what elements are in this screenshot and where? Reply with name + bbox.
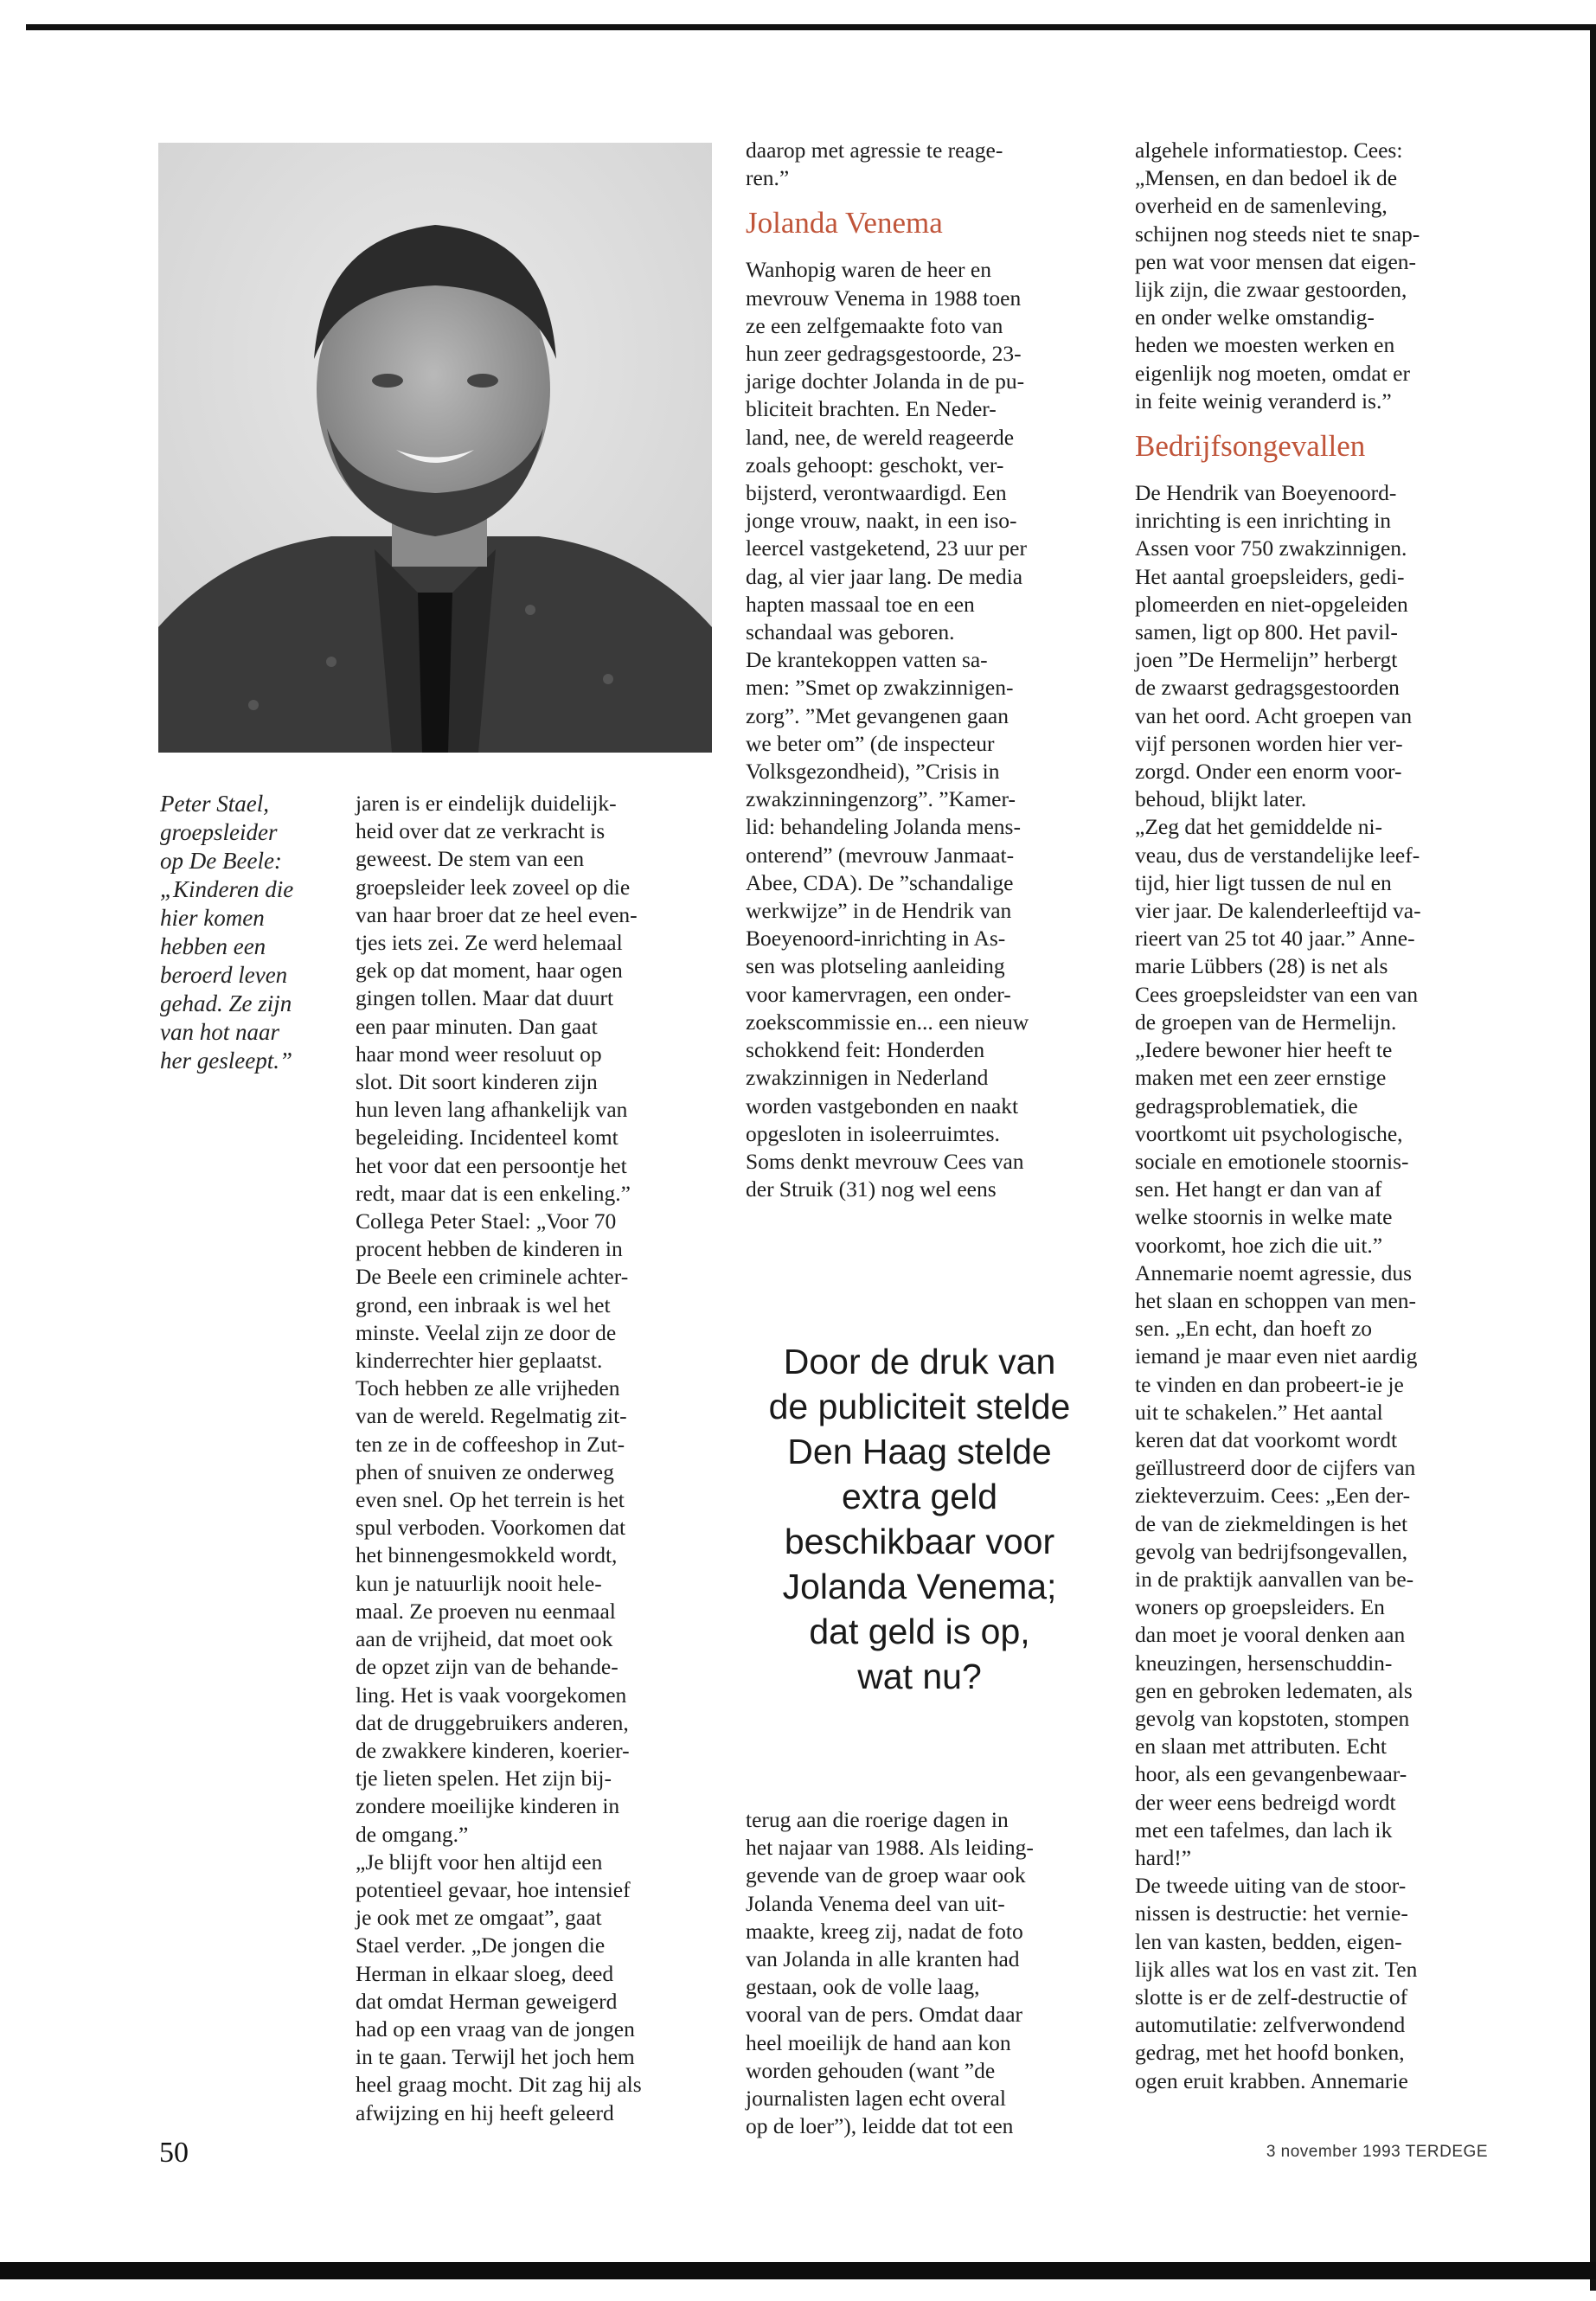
article-column-3 <box>1135 137 1498 2095</box>
column3-paragraph-5: De tweede uiting van de stoor- nissen is destructie: het vernie- len van kasten, bedden, eigen- lijk alles wat los en vast zit. Ten slotte is er de zelf-destructie of automutilatie: zelfverwondend gedrag, met het hoofd bonken, ogen eruit krabben. Annemarie <box>1135 1873 1418 2093</box>
portrait-photo <box>158 143 712 753</box>
photo-caption-text: Peter Stael, groepsleider op De Beele: „Kinderen die hier komen hebben een beroerd leven gehad. Ze zijn van hot naar her gesleept.” <box>160 791 294 1074</box>
column3-paragraph-3: „Iedere bewoner hier heeft te maken met een zeer ernstige gedragsproblematiek, die voortkomt uit psychologische, sociale en emotionele stoornis- sen. Het hangt er dan van af welke stoornis in welke mate voorkomt, hoe zich die uit.” <box>1135 1037 1409 1258</box>
page-frame-bottom <box>0 2262 1596 2279</box>
column2-paragraph-2: De krantekoppen vatten sa- men: ”Smet op zwakzinnigen- zorg”. ”Met gevangenen gaan we beter om” (de inspecteur Volksgezondheid), ”Crisis in zwakzinningenzorg”. ”Kamer- lid: behandeling Jolanda mens- onterend” (mevrouw Janmaat- Abee, CDA). De ”schandalige werkwijze” in de Hendrik van Boeyenoord-inrichting in As- sen was plotseling aanleiding voor kamervragen, een onder- zoekscommissie en... een nieuw schokkend feit: Honderden zwakzinnigen in Nederland worden vastgebonden en naakt opgesloten in isoleerruimtes. Soms denkt mevrouw Cees van der Struik (31) nog wel eens <box>746 647 1029 1202</box>
page-frame-right <box>1590 24 1596 2291</box>
column1-paragraph-2: Collega Peter Stael: „Voor 70 procent hebben de kinderen in De Beele een criminele achter- grond, een inbraak is wel het minste. Veelal zijn ze door de kinderrechter hier geplaatst. Toch hebben ze alle vrijheden van de wereld. Regelmatig zit- ten ze in de coffeeshop in Zut- phen of snuiven ze onderweg even snel. Op het terrein is het spul verboden. Voorkomen dat het binnengesmokkeld wordt, kun je natuurlijk nooit hele- maal. Ze proeven nu eenmaal aan de vrijheid, dat moet ook de opzet zijn van de behande- ling. Het is vaak voorgekomen dat de druggebruikers anderen, de zwakkere kinderen, koerier- tje lieten spelen. Het zijn bij- zondere moeilijke kinderen in de omgang.” <box>356 1208 630 1847</box>
article-column-2-top <box>746 137 1092 1203</box>
column1-paragraph-3: „Je blijft voor hen altijd een potentieel gevaar, hoe intensief je ook met ze omgaat”, gaat Stael verder. „De jongen die Herman in elkaar sloeg, deed dat omdat Herman geweigerd had op een vraag van de jongen in te gaan. Terwijl het joch hem heel graag mocht. Dit zag hij als afwijzing en hij heeft geleerd <box>356 1849 642 2125</box>
column3-paragraph-1: De Hendrik van Boeyenoord- inrichting is een inrichting in Assen voor 750 zwakzinnigen. Het aantal groepsleiders, gedi- plomeerden en niet-opgeleiden samen, ligt op 800. Het pavil- joen ”De Hermelijn” herbergt de zwaarst gedragsgestoorden van het oord. Acht groepen van vijf personen worden hier ver- zorgd. Onder een enorm voor- behoud, blijkt later. <box>1135 480 1413 812</box>
photo-caption <box>160 790 333 1075</box>
page-frame-top <box>26 24 1596 30</box>
column3-paragraph-4: Annemarie noemt agressie, dus het slaan en schoppen van men- sen. „En echt, dan hoeft zo iemand je maar even niet aardig te vinden en dan probeert-ie je uit te schakelen.” Het aantal keren dat dat voorkomt wordt geïllustreerd door de cijfers van ziekteverzuim. Cees: „Een der- de van de ziekmeldingen is het gevolg van bedrijfsongevallen, in de praktijk aanvallen van be- woners op groepsleiders. En dan moet je vooral denken aan kneuzingen, hersenschuddin- gen en gebroken ledematen, als gevolg van kopstoten, stompen en slaan met attributen. Echt hoor, als een gevangenbewaar- der weer eens bedreigd wordt met een tafelmes, dan lach ik hard!” <box>1135 1259 1418 1870</box>
section-heading-jolanda-venema: Jolanda Venema <box>746 206 943 240</box>
column1-paragraph-1: jaren is er eindelijk duidelijk- heid over dat ze verkracht is geweest. De stem van een groepsleider leek zoveel op die van haar broer dat ze heel even- tjes iets zei. Ze werd helemaal gek op dat moment, haar ogen gingen tollen. Maar dat duurt een paar minuten. Dan gaat haar mond weer resoluut op slot. Dit soort kinderen zijn hun leven lang afhankelijk van begeleiding. Incidenteel komt het voor dat een persoontje het redt, maar dat is een enkeling.” <box>356 791 638 1206</box>
column3-intro: algehele informatiestop. Cees: „Mensen, en dan bedoel ik de overheid en de samenleving, schijnen nog steeds niet te snap- pen wat voor mensen dat eigen- lijk zijn, die zwaar gestoorden, en onder welke omstandig- heden we moesten werken en eigenlijk nog moeten, omdat er in feite weinig veranderd is.” <box>1135 138 1420 413</box>
article-column-1 <box>356 790 702 2127</box>
article-column-2-bottom <box>746 1806 1092 2140</box>
page-number: 50 <box>159 2137 189 2169</box>
column2-intro: daarop met agressie te reage- ren.” <box>746 138 1003 191</box>
column3-paragraph-2: „Zeg dat het gemiddelde ni- veau, dus de verstandelijke leef- tijd, hier ligt tussen de nul en vier jaar. De kalenderleeftijd va- rieert van 25 tot 40 jaar.” Anne- marie Lübbers (28) is net als Cees groepsleidster van een van de groepen van de Hermelijn. <box>1135 814 1421 1035</box>
section-heading-bedrijfsongevallen: Bedrijfsongevallen <box>1135 429 1366 464</box>
column2-continued: terug aan die roerige dagen in het najaar van 1988. Als leiding- gevende van de groep waar ook Jolanda Venema deel van uit- maakte, kreeg zij, nadat de foto van Jolanda in alle kranten had gestaan, ook de volle laag, vooral van de pers. Omdat daar heel moeilijk de hand aan kon worden gehouden (want ”de journalisten lagen echt overal op de loer”), leidde dat tot een <box>746 1807 1034 2139</box>
column2-paragraph-1: Wanhopig waren de heer en mevrouw Venema in 1988 toen ze een zelfgemaakte foto van hun zeer gedragsgestoorde, 23- jarige dochter Jolanda in de pu- bliciteit brachten. En Neder- land, nee, de wereld reageerde zoals gehoopt: geschokt, ver- bijsterd, verontwaardigd. Een jonge vrouw, naakt, in een iso- leercel vastgeketend, 23 uur per dag, al vier jaar lang. De media hapten massaal toe en een schandaal was geboren. <box>746 257 1027 645</box>
pull-quote: Door de druk van de publiciteit stelde Den Haag stelde extra geld beschikbaar voor Jolanda Venema; dat geld is op, wat nu? <box>768 1342 1071 1696</box>
issue-footer: 3 november 1993 TERDEGE <box>1266 2143 1488 2161</box>
portrait-photo-icon <box>158 143 712 753</box>
